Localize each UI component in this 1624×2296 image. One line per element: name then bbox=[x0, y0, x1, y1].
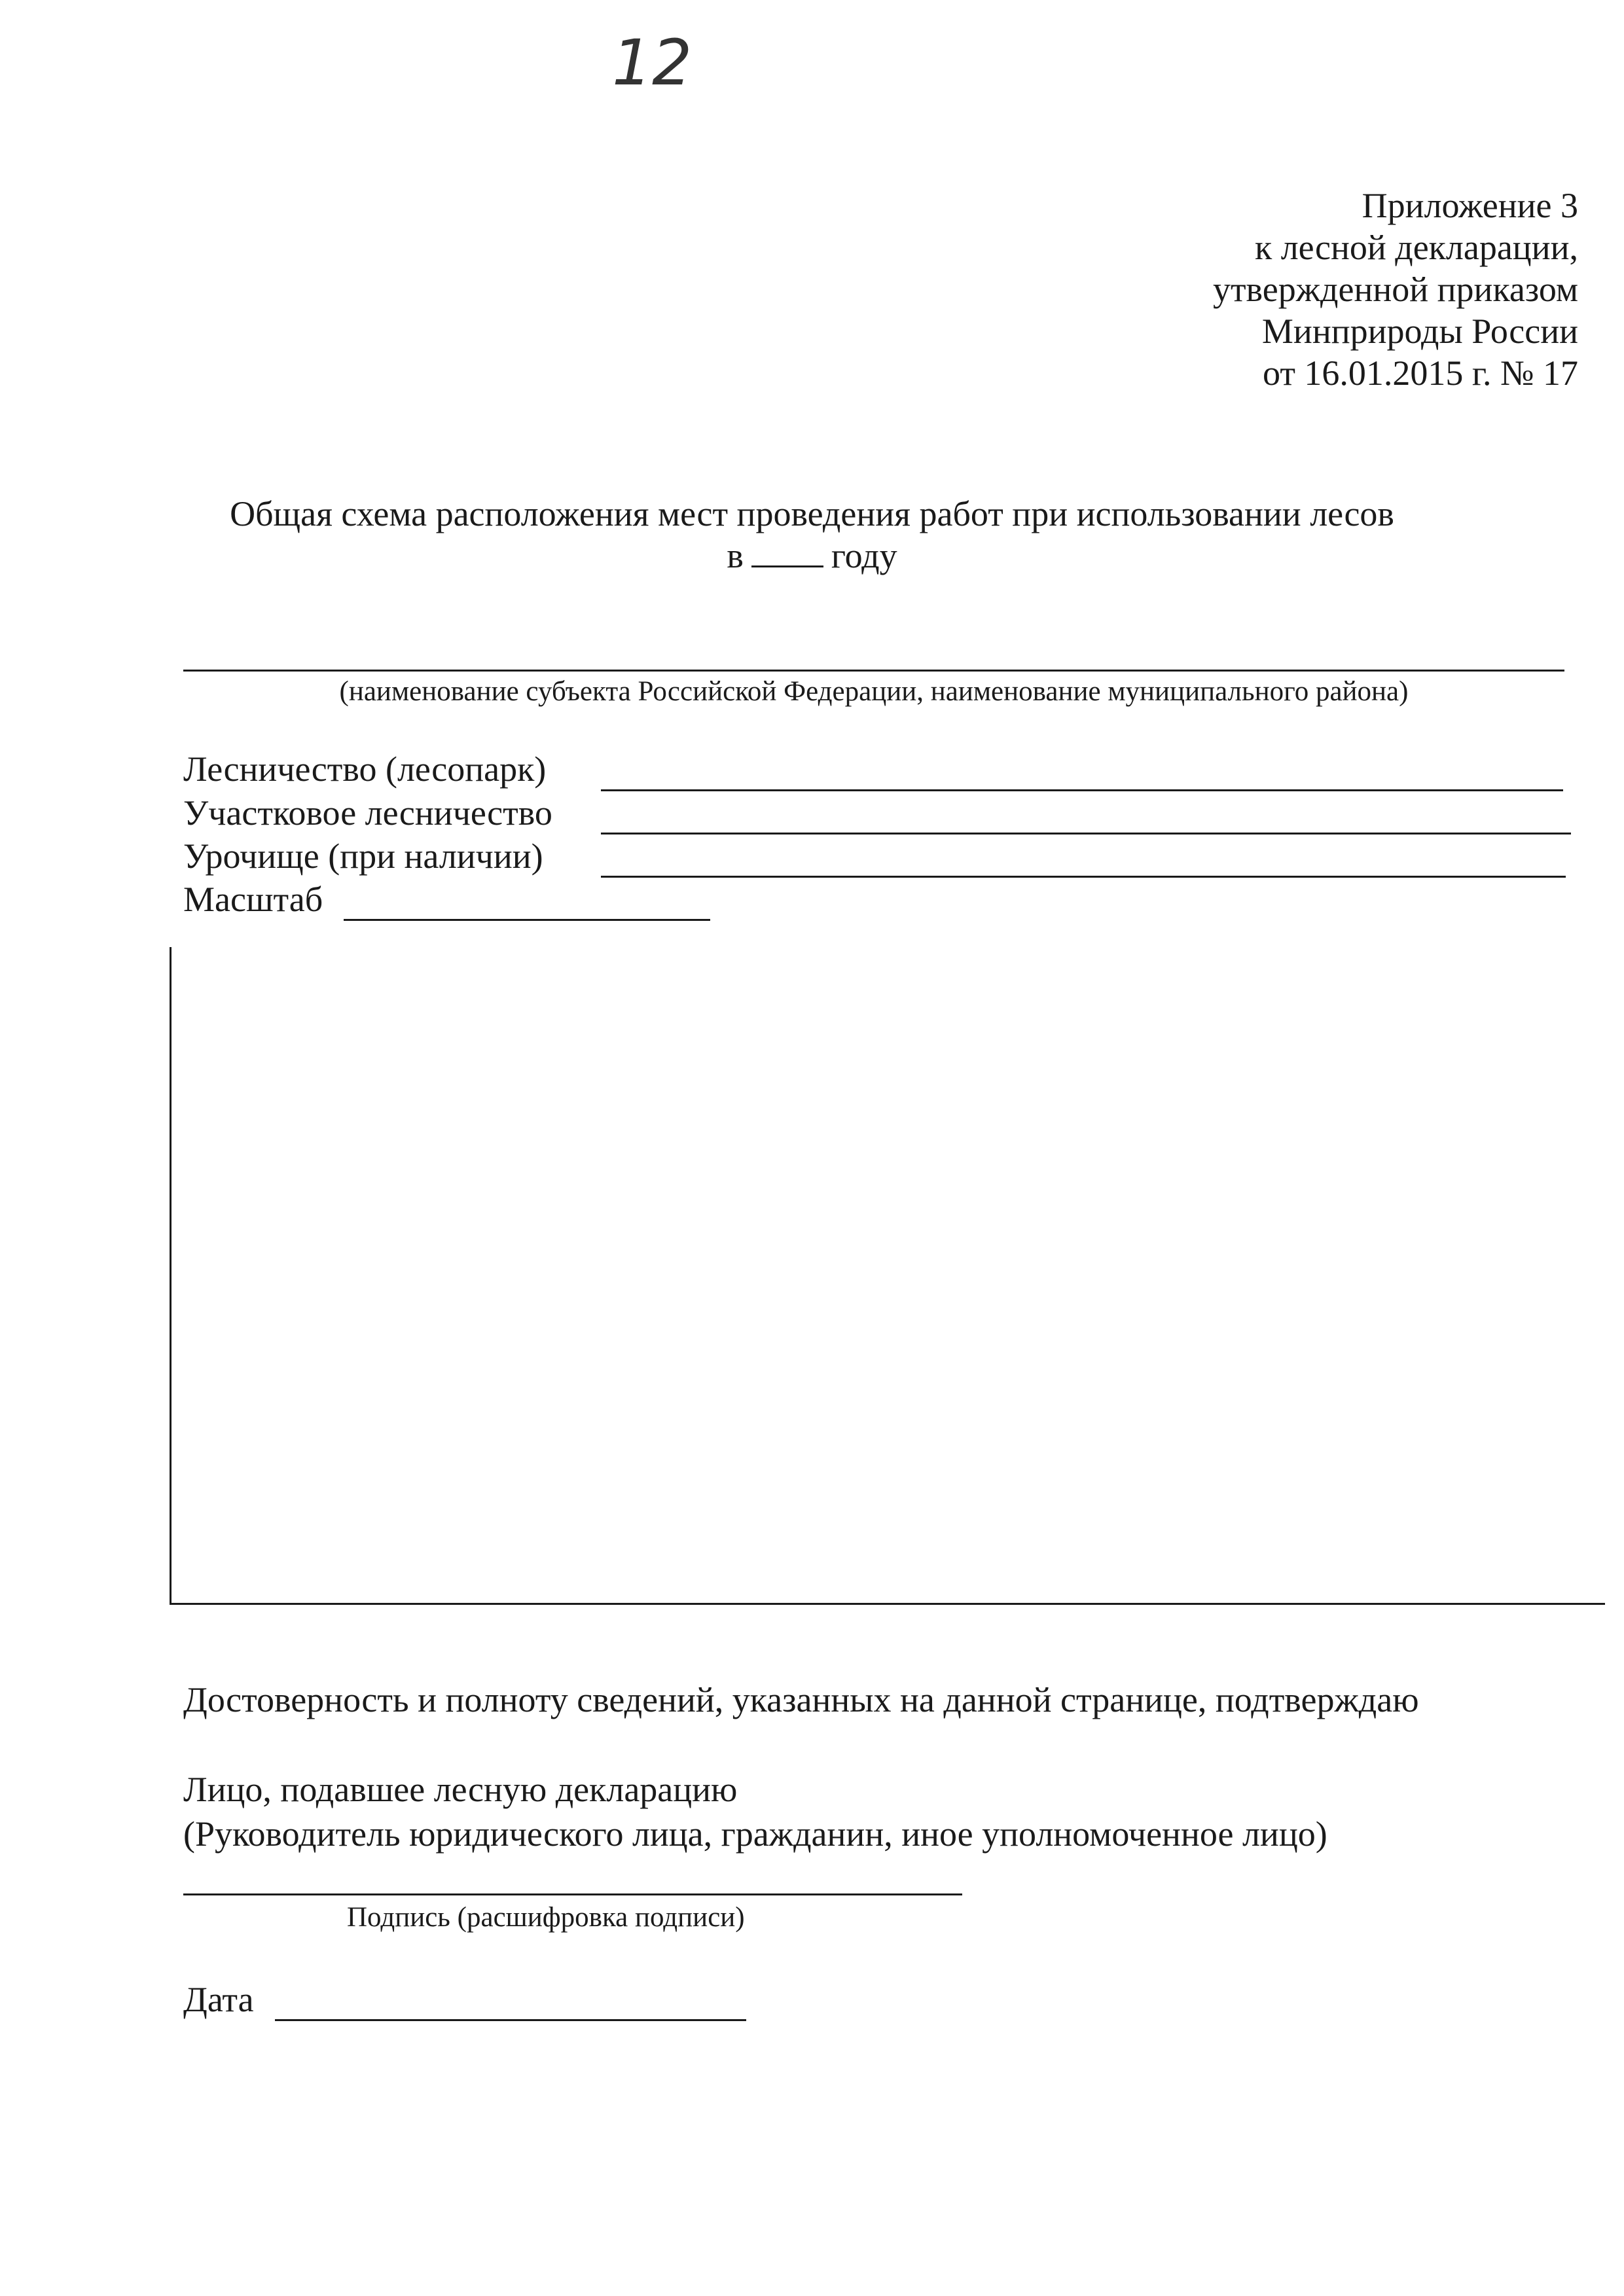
district-forestry-label: Участковое лесничество bbox=[183, 793, 552, 833]
declarant-block bbox=[183, 1767, 1327, 1856]
forestry-label: Лесничество (лесопарк) bbox=[183, 749, 547, 789]
date-field[interactable] bbox=[275, 2019, 746, 2021]
signature-field[interactable] bbox=[183, 1893, 962, 1895]
subject-name-caption: (наименование субъекта Российской Федерации, наименование муниципального района) bbox=[339, 676, 1409, 707]
map-drawing-area[interactable] bbox=[170, 947, 1605, 1605]
declarant-line-1: Лицо, подавшее лесную декларацию bbox=[183, 1770, 738, 1809]
district-forestry-field[interactable] bbox=[601, 833, 1571, 834]
declarant-line-2: (Руководитель юридического лица, гражданин, иное уполномоченное лицо) bbox=[183, 1814, 1327, 1854]
title-line-1: Общая схема расположения мест проведения работ при использовании лесов bbox=[230, 494, 1394, 533]
scale-label: Масштаб bbox=[183, 880, 323, 919]
appendix-line-2: к лесной декларации, bbox=[1254, 228, 1578, 267]
subject-name-field[interactable] bbox=[183, 670, 1564, 672]
appendix-line-1: Приложение 3 bbox=[1362, 186, 1578, 225]
tract-label: Урочище (при наличии) bbox=[183, 836, 543, 876]
forestry-field[interactable] bbox=[601, 789, 1563, 791]
document-title bbox=[0, 493, 1624, 577]
appendix-line-3: утвержденной приказом bbox=[1212, 270, 1578, 309]
handwritten-page-number: 12 bbox=[612, 26, 693, 99]
signature-caption: Подпись (расшифровка подписи) bbox=[347, 1902, 745, 1933]
tract-field[interactable] bbox=[601, 876, 1566, 878]
date-label: Дата bbox=[183, 1980, 254, 2019]
year-blank-field[interactable] bbox=[751, 537, 823, 567]
appendix-line-5: от 16.01.2015 г. № 17 bbox=[1263, 353, 1578, 393]
scale-field[interactable] bbox=[344, 919, 710, 921]
year-suffix: году bbox=[831, 536, 897, 575]
appendix-line-4: Минприроды России bbox=[1261, 312, 1578, 351]
title-line-2 bbox=[0, 535, 1624, 577]
confirmation-statement: Достоверность и полноту сведений, указанных на данной странице, подтверждаю bbox=[183, 1680, 1419, 1719]
appendix-header bbox=[1213, 185, 1578, 394]
year-prefix: в bbox=[727, 536, 744, 575]
